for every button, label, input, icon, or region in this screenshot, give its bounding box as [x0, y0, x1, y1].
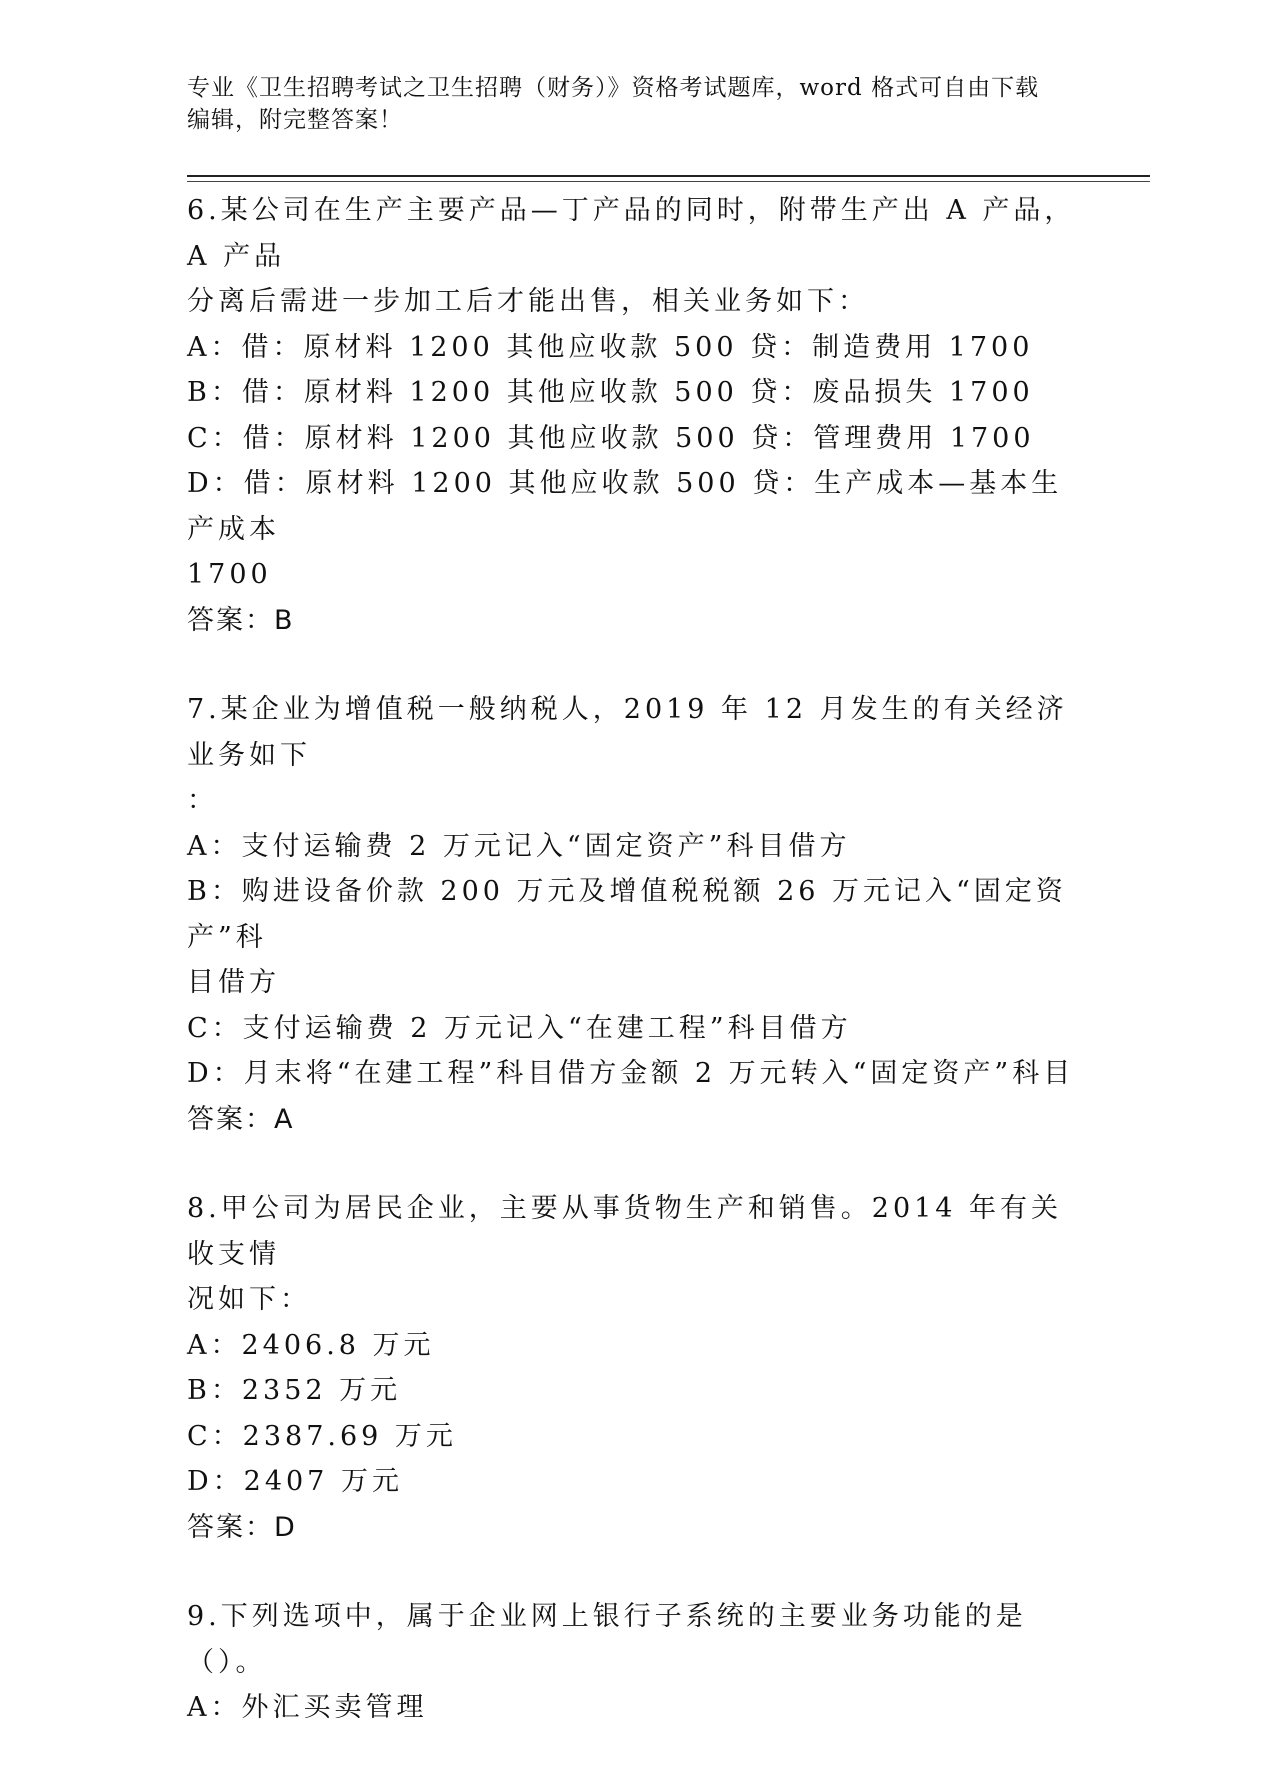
header-line: 专业《卫生招聘考试之卫生招聘（财务）》资格考试题库，word 格式可自由下载 — [187, 75, 1040, 101]
option-c: C：2387.69 万元 — [187, 1420, 457, 1452]
header-line: 编辑，附完整答案！ — [187, 107, 403, 133]
answer-label: 答案：A — [187, 1103, 295, 1135]
header-divider — [187, 175, 1150, 177]
question-stem: 8.甲公司为居民企业，主要从事货物生产和销售。2014 年有关收支情 — [187, 1193, 1063, 1270]
option-b: B：2352 万元 — [187, 1375, 402, 1406]
question-9 — [187, 1594, 1087, 1731]
question-stem: 分离后需进一步加工后才能出售，相关业务如下： — [187, 286, 869, 317]
document-header — [187, 72, 1067, 136]
question-stem: 况如下： — [187, 1284, 311, 1315]
option-a: A：借：原材料 1200 其他应收款 500 贷：制造费用 1700 — [187, 331, 1034, 363]
option-b-continued: 目借方 — [187, 967, 280, 998]
option-d: D：月末将“在建工程”科目借方金额 2 万元转入“固定资产”科目 — [187, 1058, 1075, 1089]
option-b: B：购进设备价款 200 万元及增值税税额 26 万元记入“固定资产”科 — [187, 876, 1067, 953]
question-8 — [187, 1186, 1087, 1550]
option-a: A：支付运输费 2 万元记入“固定资产”科目借方 — [187, 830, 851, 862]
option-b: B：借：原材料 1200 其他应收款 500 贷：废品损失 1700 — [187, 377, 1034, 408]
question-7 — [187, 687, 1087, 1142]
option-d-continued: 1700 — [187, 559, 272, 590]
question-stem: 7.某企业为增值税一般纳税人，2019 年 12 月发生的有关经济业务如下 — [187, 694, 1068, 771]
option-d: D：借：原材料 1200 其他应收款 500 贷：生产成本—基本生产成本 — [187, 468, 1063, 545]
question-stem: ： — [187, 785, 218, 816]
option-a: A：2406.8 万元 — [187, 1329, 435, 1361]
option-d: D：2407 万元 — [187, 1466, 403, 1497]
option-c: C：支付运输费 2 万元记入“在建工程”科目借方 — [187, 1012, 852, 1044]
question-stem: 9.下列选项中，属于企业网上银行子系统的主要业务功能的是（）。 — [187, 1601, 1027, 1678]
option-a: A：外汇买卖管理 — [187, 1692, 428, 1723]
question-stem: 6.某公司在生产主要产品—丁产品的同时，附带生产出 A 产品，A 产品 — [187, 195, 1076, 272]
question-6 — [187, 188, 1087, 643]
header-divider-thin — [187, 181, 1150, 182]
answer-label: 答案：B — [187, 604, 295, 636]
question-list — [187, 188, 1087, 1775]
answer-label: 答案：D — [187, 1511, 297, 1543]
option-c: C：借：原材料 1200 其他应收款 500 贷：管理费用 1700 — [187, 422, 1035, 454]
